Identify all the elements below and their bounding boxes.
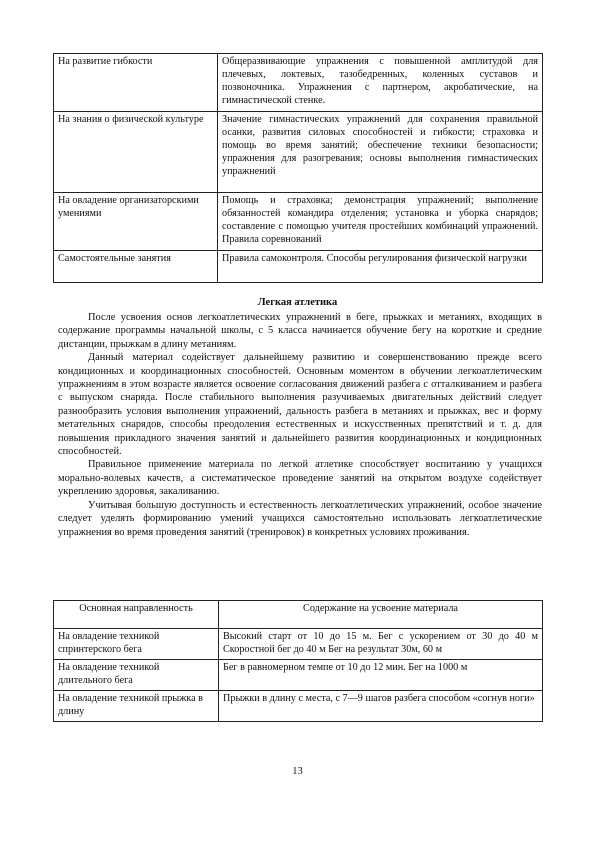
table-row (54, 193, 543, 251)
paragraph: Правильное применение материала по легкой атлетике способствует воспитанию у учащихся морально-волевых качеств, а систематическое проведение занятий на открытом воздухе содействует укреплению здоровья, закаливанию. (58, 459, 542, 498)
content-cell: Правила самоконтроля. Способы регулирования физической нагрузки (218, 251, 543, 283)
content-cell: Бег в равномерном темпе от 10 до 12 мин. Бег на 1000 м (219, 660, 543, 691)
direction-cell: На овладение техникой спринтерского бега (54, 629, 219, 660)
direction-cell: На овладение техникой прыжка в длину (54, 691, 219, 722)
content-cell: Высокий старт от 10 до 15 м. Бег с ускорением от 30 до 40 м Скоростной бег до 40 м Бег на результат 30м, 60 м (219, 629, 543, 660)
direction-cell: На овладение техникой длительного бега (54, 660, 219, 691)
page-number: 13 (292, 766, 303, 777)
table-row (54, 251, 543, 283)
table-row (54, 54, 543, 112)
section-body (58, 311, 542, 539)
content-cell: Общеразвивающие упражнения с повышенной амплитудой для плечевых, локтевых, тазобедренных, коленных суставов и позвоночника. Упражнения с партнером, акробатические, на гимнастической стенке. (218, 54, 543, 112)
table-row (54, 629, 543, 660)
table-row (54, 112, 543, 193)
header-content: Содержание на усвоение материала (219, 601, 543, 629)
athletics-content-table (53, 600, 543, 722)
content-cell: Помощь и страховка; демонстрация упражнений; выполнение обязанностей командира отделения; установка и уборка снарядов; составление с помощью учителя простейших комбинаций упражнений. Правила соревнований (218, 193, 543, 251)
content-cell: Значение гимнастических упражнений для сохранения правильной осанки, развития силовых способностей и гибкости; страховка и помощь во время занятий; обеспечение техники безопасности; упражнения для разогревания; основы выполнения гимнастических упражнений (218, 112, 543, 193)
direction-cell: На овладение организаторскими умениями (54, 193, 218, 251)
header-direction: Основная направленность (54, 601, 219, 629)
paragraph: Данный материал содействует дальнейшему развитию и совершенствованию прежде всего кондиционных и координационных способностей. Основным моментом в обучении легкоатлетическим упражнениям в этом возрасте является освоение согласования движений разбега с отталкиванием и разбега с выпуском снаряда. После стабильного выполнения разучиваемых двигательных действий следует разнообразить условия выполнения упражнений, дальность разбега в метаниях и прыжках, вес и форму метательных снарядов, способы преодоления естественных и искусственных препятствий и т. д. для повышения прикладного значения занятий и дальнейшего развития координационных и кондиционных способностей. (58, 352, 542, 458)
table-row (54, 660, 543, 691)
direction-cell: Самостоятельные занятия (54, 251, 218, 283)
content-cell: Прыжки в длину с места, с 7—9 шагов разбега способом «согнув ноги» (219, 691, 543, 722)
gymnastics-content-table (53, 53, 543, 283)
table-row (54, 691, 543, 722)
direction-cell: На развитие гибкости (54, 54, 218, 112)
table-header-row (54, 601, 543, 629)
direction-cell: На знания о физической культуре (54, 112, 218, 193)
paragraph: Учитывая большую доступность и естественность легкоатлетических упражнений, особое значение следует уделять формированию умений учащихся самостоятельно использовать легкоатлетические упражнения во время проведения занятий (тренировок) в конкретных условиях проживания. (58, 499, 542, 538)
paragraph: После усвоения основ легкоатлетических упражнений в беге, прыжках и метаниях, входящих в содержание программы начальной школы, с 5 класса начинается обучение бегу на короткие и средние дистанции, прыжкам в длину метаниям. (58, 312, 542, 350)
section-title: Легкая атлетика (257, 297, 338, 308)
